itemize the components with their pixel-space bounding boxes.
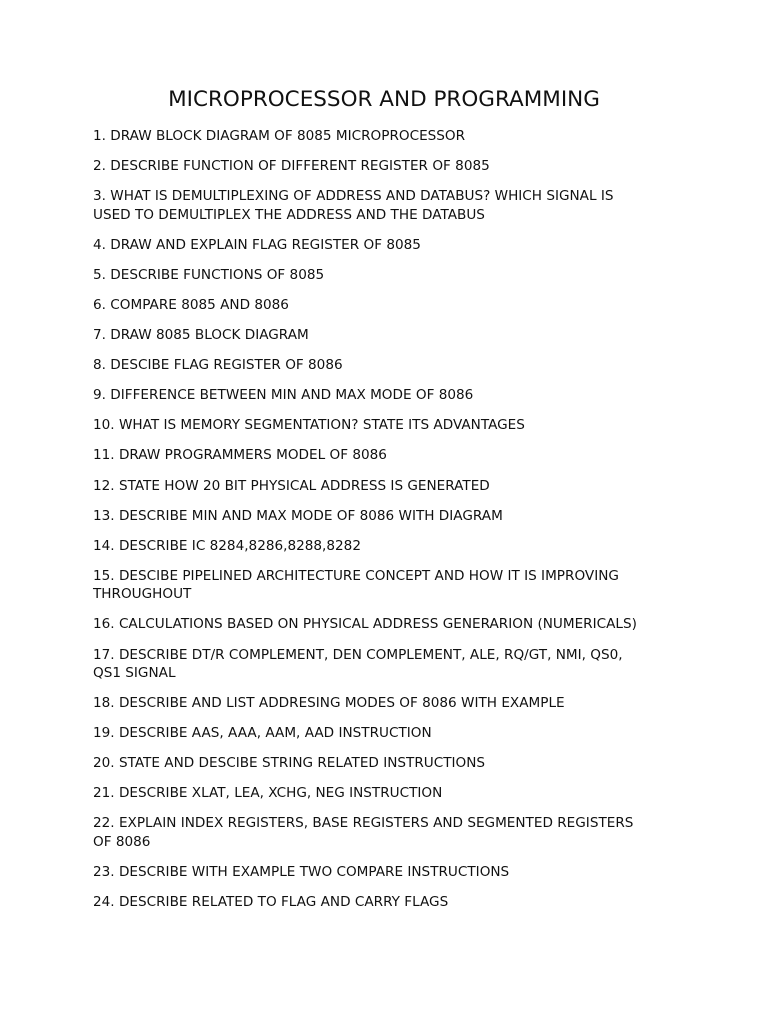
question-item: 21. DESCRIBE XLAT, LEA, XCHG, NEG INSTRUCTION — [93, 785, 443, 802]
question-item: 20. STATE AND DESCIBE STRING RELATED INSTRUCTIONS — [93, 755, 486, 772]
question-list — [93, 127, 675, 923]
question-item: 18. DESCRIBE AND LIST ADDRESING MODES OF 8086 WITH EXAMPLE — [93, 695, 565, 712]
question-item: 14. DESCRIBE IC 8284,8286,8288,8282 — [93, 537, 361, 554]
question-item: 9. DIFFERENCE BETWEEN MIN AND MAX MODE OF 8086 — [93, 387, 474, 404]
question-item: 13. DESCRIBE MIN AND MAX MODE OF 8086 WITH DIAGRAM — [93, 507, 503, 524]
question-item: 15. DESCIBE PIPELINED ARCHITECTURE CONCEPT AND HOW IT IS IMPROVING THROUGHOUT — [93, 567, 619, 603]
question-item: 3. WHAT IS DEMULTIPLEXING OF ADDRESS AND DATABUS? WHICH SIGNAL IS USED TO DEMULTIPLEX THE ADDRESS AND THE DATABUS — [93, 188, 614, 223]
question-item: 2. DESCRIBE FUNCTION OF DIFFERENT REGISTER OF 8085 — [93, 158, 490, 175]
question-item: 12. STATE HOW 20 BIT PHYSICAL ADDRESS IS GENERATED — [93, 477, 490, 494]
question-item: 5. DESCRIBE FUNCTIONS OF 8085 — [93, 266, 325, 283]
question-item: 6. COMPARE 8085 AND 8086 — [93, 296, 289, 313]
question-item: 22. EXPLAIN INDEX REGISTERS, BASE REGISTERS AND SEGMENTED REGISTERS OF 8086 — [93, 815, 634, 850]
question-item: 17. DESCRIBE DT/R COMPLEMENT, DEN COMPLEMENT, ALE, RQ/GT, NMI, QS0, QS1 SIGNAL — [93, 646, 623, 681]
question-item: 24. DESCRIBE RELATED TO FLAG AND CARRY FLAGS — [93, 894, 449, 911]
question-item: 23. DESCRIBE WITH EXAMPLE TWO COMPARE INSTRUCTIONS — [93, 864, 510, 881]
question-item: 8. DESCIBE FLAG REGISTER OF 8086 — [93, 357, 343, 374]
question-item: 1. DRAW BLOCK DIAGRAM OF 8085 MICROPROCESSOR — [93, 128, 466, 144]
question-item: 16. CALCULATIONS BASED ON PHYSICAL ADDRESS GENERARION (NUMERICALS) — [93, 616, 637, 633]
question-item: 7. DRAW 8085 BLOCK DIAGRAM — [93, 327, 309, 344]
question-item: 11. DRAW PROGRAMMERS MODEL OF 8086 — [93, 447, 387, 464]
question-item: 4. DRAW AND EXPLAIN FLAG REGISTER OF 8085 — [93, 236, 421, 253]
question-item: 10. WHAT IS MEMORY SEGMENTATION? STATE ITS ADVANTAGES — [93, 417, 525, 434]
question-item: 19. DESCRIBE AAS, AAA, AAM, AAD INSTRUCTION — [93, 725, 432, 742]
document-title: MICROPROCESSOR AND PROGRAMMING — [168, 87, 600, 112]
